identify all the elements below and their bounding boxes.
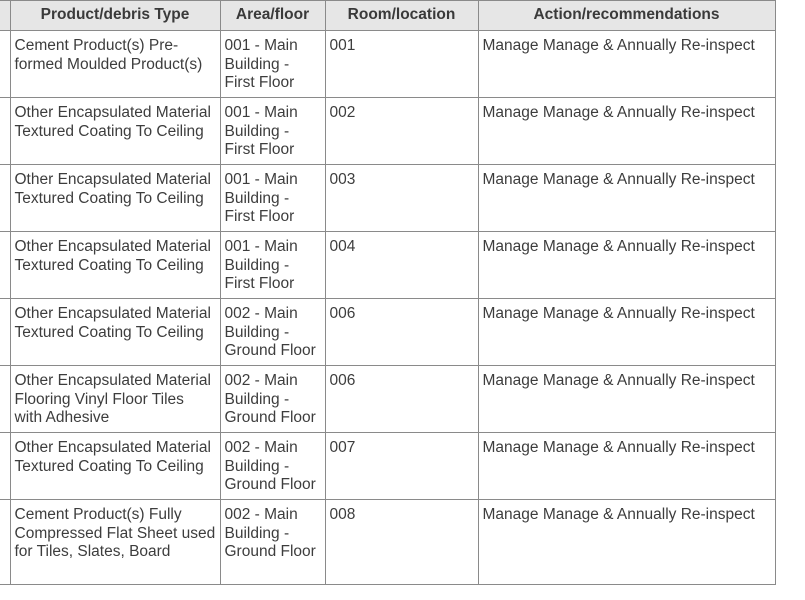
action-cell: Manage Manage & Annually Re-inspect [478, 31, 775, 98]
table-row [0, 232, 775, 299]
table-row [0, 31, 775, 98]
table-row [0, 299, 775, 366]
room-cell: 007 [325, 433, 478, 500]
row-stub [0, 98, 10, 165]
area-cell: 001 - Main Building - First Floor [220, 232, 325, 299]
header-product-type: Product/debris Type [10, 1, 220, 31]
area-cell: 001 - Main Building - First Floor [220, 31, 325, 98]
action-cell: Manage Manage & Annually Re-inspect [478, 98, 775, 165]
product-cell: Cement Product(s) Pre-formed Moulded Product(s) [10, 31, 220, 98]
action-cell: Manage Manage & Annually Re-inspect [478, 299, 775, 366]
product-cell: Other Encapsulated Material Flooring Vinyl Floor Tiles with Adhesive [10, 366, 220, 433]
product-cell: Other Encapsulated Material Textured Coating To Ceiling [10, 232, 220, 299]
area-cell: 002 - Main Building - Ground Floor [220, 299, 325, 366]
row-stub [0, 232, 10, 299]
area-cell: 002 - Main Building - Ground Floor [220, 433, 325, 500]
area-cell: 002 - Main Building - Ground Floor [220, 366, 325, 433]
area-cell: 002 - Main Building - Ground Floor [220, 500, 325, 585]
table-row [0, 433, 775, 500]
row-stub [0, 500, 10, 585]
table-row [0, 366, 775, 433]
area-cell: 001 - Main Building - First Floor [220, 98, 325, 165]
table-row [0, 500, 775, 585]
row-stub [0, 433, 10, 500]
header-room-location: Room/location [325, 1, 478, 31]
action-cell: Manage Manage & Annually Re-inspect [478, 500, 775, 585]
table-row [0, 165, 775, 232]
action-cell: Manage Manage & Annually Re-inspect [478, 366, 775, 433]
action-cell: Manage Manage & Annually Re-inspect [478, 433, 775, 500]
row-stub [0, 31, 10, 98]
table-row [0, 98, 775, 165]
header-action-recommendations: Action/recommendations [478, 1, 775, 31]
action-cell: Manage Manage & Annually Re-inspect [478, 232, 775, 299]
area-cell: 001 - Main Building - First Floor [220, 165, 325, 232]
header-stub [0, 1, 10, 31]
product-cell: Other Encapsulated Material Textured Coating To Ceiling [10, 98, 220, 165]
product-cell: Other Encapsulated Material Textured Coating To Ceiling [10, 433, 220, 500]
room-cell: 006 [325, 366, 478, 433]
row-stub [0, 366, 10, 433]
room-cell: 001 [325, 31, 478, 98]
header-area-floor: Area/floor [220, 1, 325, 31]
product-cell: Cement Product(s) Fully Compressed Flat Sheet used for Tiles, Slates, Board [10, 500, 220, 585]
product-cell: Other Encapsulated Material Textured Coating To Ceiling [10, 299, 220, 366]
product-cell: Other Encapsulated Material Textured Coating To Ceiling [10, 165, 220, 232]
table-header-row [0, 1, 775, 31]
room-cell: 006 [325, 299, 478, 366]
room-cell: 008 [325, 500, 478, 585]
row-stub [0, 165, 10, 232]
room-cell: 003 [325, 165, 478, 232]
action-cell: Manage Manage & Annually Re-inspect [478, 165, 775, 232]
room-cell: 004 [325, 232, 478, 299]
room-cell: 002 [325, 98, 478, 165]
row-stub [0, 299, 10, 366]
